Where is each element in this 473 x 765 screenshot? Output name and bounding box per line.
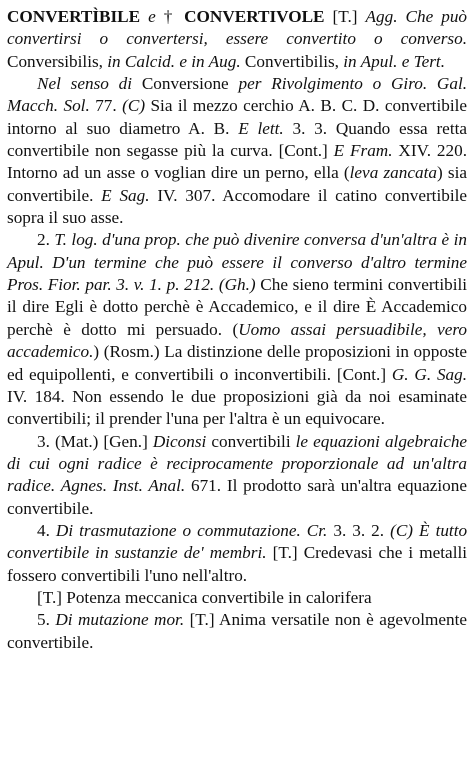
citation-work: E Sag. [101, 185, 150, 205]
latin-equivalent: Conversibilis, [7, 51, 103, 71]
quotation: Il prodotto sarà un'altra equazione convertibile. [7, 476, 467, 518]
citation-tag: [T.] [189, 610, 215, 630]
entry-heading [7, 6, 467, 73]
citation-tag: (Gh.) [218, 275, 256, 295]
citation-ref: IV. 184. [7, 386, 65, 406]
latin-source-2: in Apul. e Tert. [343, 51, 445, 71]
quotation: Intorno ad un asse o voglian dire un perno, ella ( [7, 163, 350, 183]
quotation: Quando essa retta convertibile non segasse più la curva. [7, 118, 467, 161]
citation-ref: 77. [95, 96, 117, 116]
citation-ref: 671. [190, 476, 222, 496]
citation-tag: (C) [390, 520, 414, 540]
sense-number: 5. [37, 610, 50, 630]
sense-4 [7, 520, 467, 587]
citation-work: E lett. [238, 118, 284, 138]
definition: Di trasmutazione o commutazione. Cr. [55, 520, 328, 540]
definition: Che può convertirsi o convertersi, essere convertito o converso. [7, 7, 468, 49]
sense-term: Conversione [141, 74, 229, 94]
citation-ref: 3. v. 1. p. 212. [116, 275, 215, 295]
citation-work: G. G. Sag. [391, 364, 468, 384]
source-tag: [T.] [332, 7, 358, 26]
quotation: ) sia convertibile. [7, 163, 467, 205]
sense-4-subentry [7, 587, 467, 609]
citation-ref: IV. 307. [157, 185, 216, 205]
definition: T. log. d'una prop. che può divenire conversa d'un'altra è in Apul. D'un termine che può essere il converso d'altro termine Pros. Fior. par. [7, 230, 468, 295]
sense-term: convertibili [211, 431, 291, 451]
sense-2 [7, 229, 467, 430]
quotation: Potenza meccanica convertibile in calorifera [66, 587, 372, 607]
quotation: Accomodare il catino convertibile sopra il suo asse. [7, 185, 468, 228]
definition: Diconsi [152, 431, 207, 451]
citation-tag: (C) [122, 96, 146, 116]
conjunction: e [148, 7, 156, 26]
citation-tag: [Cont.] [336, 364, 387, 384]
quotation: Anima versatile non è agevolmente convertibile. [7, 610, 468, 652]
citation-tag: [T.] [272, 543, 298, 563]
citation-work: E Fram. [333, 141, 393, 161]
sense-number: 3. [37, 431, 50, 451]
citation-tag: [Gen.] [103, 431, 148, 451]
headword: CONVERTÌBILE [7, 7, 141, 26]
sense-gloss: per Rivolgimento o Giro. Gal. Macch. Sol. [7, 74, 468, 116]
citation-ref: XIV. 220. [398, 141, 468, 161]
citation-tag: (Rosm.) [103, 342, 160, 362]
sense-number: 2. [37, 230, 50, 250]
quotation: Non essendo le due proposizioni già da noi esaminate convertibili; il prender l'una per l'altra è un equivocare. [7, 386, 467, 429]
sense-1 [7, 73, 467, 229]
quotation: È tutto convertibile in sustanzie de' membri. [7, 520, 468, 563]
definition: le equazioni algebraiche di cui ogni radice è reciprocamente proporzionale ad un'altra radice. Agnes. Inst. Anal. [7, 431, 468, 496]
sense-5 [7, 609, 467, 654]
quotation: Sia il mezzo cerchio A. B. C. D. convertibile intorno al suo diametro A. B. [7, 96, 467, 138]
part-of-speech: Agg. [365, 7, 398, 26]
latin-source: in Calcid. e in Aug. [107, 51, 241, 71]
citation-tag: [T.] [37, 587, 62, 607]
citation-ref: 3. 3. 2. [333, 520, 385, 540]
sense-3 [7, 431, 467, 520]
citation-tag: (Mat.) [54, 431, 99, 451]
citation-tag: [Cont.] [278, 141, 328, 161]
sense-lead: Nel senso di [37, 74, 133, 94]
definition: Di mutazione mor. [55, 610, 185, 630]
quotation-gloss: leva zancata [349, 163, 437, 183]
citation-ref: 3. 3. [292, 118, 328, 138]
sense-number: 4. [37, 520, 50, 540]
quotation: Credevasi che i metalli fossero convertibili l'uno nell'altro. [7, 543, 468, 585]
quotation-gloss: Uomo assai persuadibile, vero accademico. [7, 319, 467, 362]
quotation: La distinzione delle proposizioni in opposte ed equipollenti, e convertibili o inconvertibili. [7, 342, 468, 384]
quotation: ) [93, 342, 100, 362]
headword-variant: CONVERTIVOLE [184, 7, 325, 26]
latin-equivalent-2: Convertibilis, [244, 51, 339, 71]
quotation: Che sieno termini convertibili il dire Egli è dotto perchè è Accademico, e il dire È Accademico perchè è dotto mi persuado. ( [7, 275, 468, 339]
obsolete-mark: † [163, 7, 177, 26]
